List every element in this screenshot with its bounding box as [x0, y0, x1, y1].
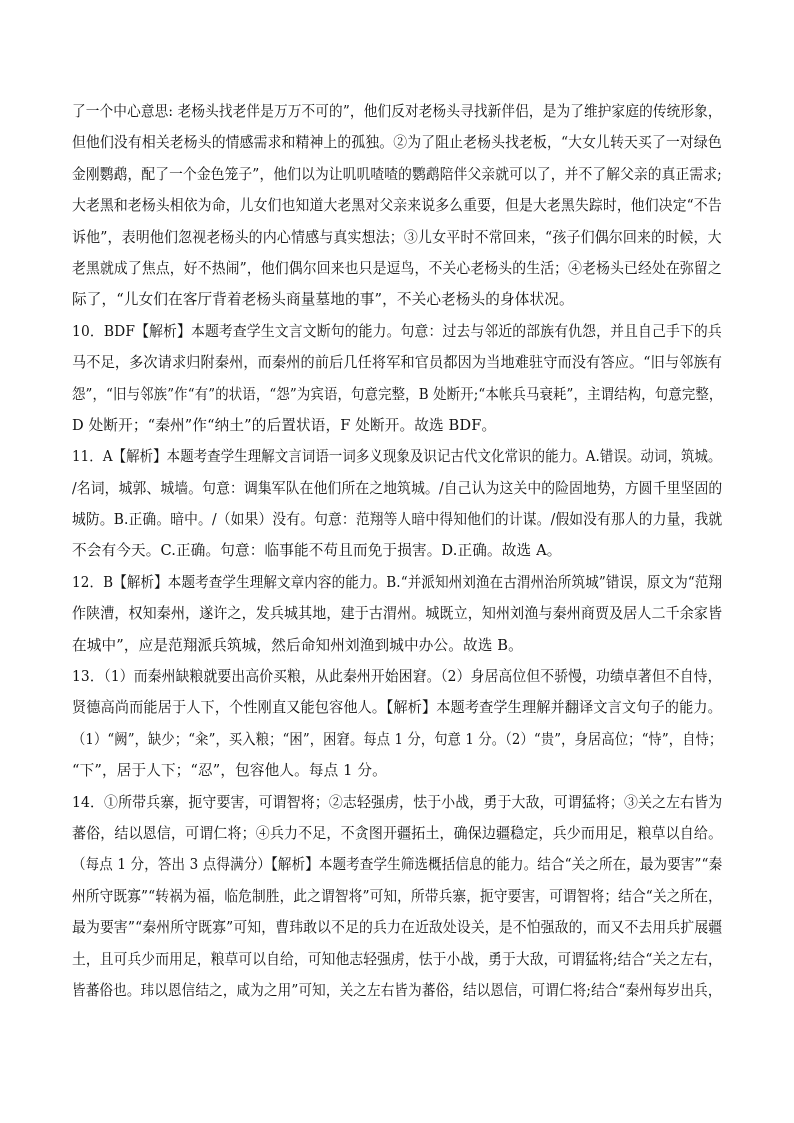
text-line: 城防。B.正确。暗中。/（如果）没有。句意：范翔等人暗中得知他们的计谋。/假如没有那人的力量，我就	[72, 511, 723, 529]
answer-13-line: 13．（1）而秦州缺粮就要出高价买粮，从此秦州开始困窘。（2）身居高位但不骄慢，功绩卓著但不自恃，	[72, 668, 722, 686]
answer-11-line: 11．A【解析】本题考查学生理解文言词语一词多义现象及识记古代文化常识的能力。A.错误。动词，筑城。	[72, 448, 722, 466]
text-line: 诉他”，表明他们忽视老杨头的内心情感与真实想法；③儿女平时不常回来，“孩子们偶尔回来的时候，大	[72, 228, 722, 246]
text-line: 最为要害”“秦州所守既寡”可知，曹玮敢以不足的兵力在近敌处设关，是不怕强敌的，而又不去用兵扩展疆	[72, 919, 723, 937]
text-line: （每点 1 分，答出 3 点得满分）【解析】本题考查学生筛选概括信息的能力。结合“关之所在，最为要害”“秦	[72, 856, 723, 874]
text-line: 大老黑和老杨头相依为命，儿女们也知道大老黑对父亲来说多么重要，但是大老黑失踪时，他们决定“不告	[72, 197, 722, 215]
text-line: 了一个中心意思: 老杨头找老伴是万万不可的”，他们反对老杨头寻找新伴侣，是为了维护家庭的传统形象，	[72, 103, 722, 120]
text-line: 皆蕃俗也。玮以恩信结之，咸为之用”可知，关之左右皆为蕃俗，结以恩信，可谓仁将;结合“秦州每岁出兵，	[72, 981, 722, 999]
text-line: /名词，城郭、城墙。句意：调集军队在他们所在之地筑城。/自己认为这关中的险固地势，方圆千里坚固的	[72, 479, 723, 497]
text-line: 州所守既寡”“转祸为福，临危制胜，此之谓智将”可知，所带兵寨，扼守要害，可谓智将；结合“关之所在，	[72, 887, 722, 905]
text-line: 怨”，“旧与邻族”作“有”的状语，“怨”为宾语，句意完整，B 处断开;“本帐兵马衰耗”，主谓结构，句意完整，	[72, 385, 723, 403]
text-line: （1）“阙”，缺少；“籴”，买入粮；“困”，困窘。每点 1 分，句意 1 分。（2）“贵”，身居高位；“恃”，自恃；	[72, 730, 723, 748]
text-line: 金刚鹦鹉，配了一个金色笼子”，他们以为让叽叽喳喳的鹦鹉陪伴父亲就可以了，并不了解父亲的真正需求;	[72, 165, 722, 183]
text-line: 但他们没有相关老杨头的情感需求和精神上的孤独。②为了阻止老杨头找老板，“大女儿转天买了一对绿色	[72, 134, 722, 152]
text-line: 土，且可兵少而用足，粮草可以自给，可知他志轻强虏，怯于小战，勇于大敌，可谓猛将;结合“关之左右，	[72, 950, 722, 968]
text-line: 不会有今天。C.正确。句意：临事能不苟且而免于损害。D.正确。故选 A。	[72, 542, 562, 560]
text-line: 际了，“儿女们在客厅背着老杨头商量墓地的事”，不关心老杨头的身体状况。	[72, 291, 574, 309]
text-line: 老黑就成了焦点，好不热闹”，他们偶尔回来也只是逗鸟，不关心老杨头的生活；④老杨头已经处在弥留之	[72, 259, 722, 277]
text-line: 蕃俗，结以恩信，可谓仁将；④兵力不足，不贪图开疆拓土，确保边疆稳定，兵少而用足，粮草以自给。	[72, 824, 723, 842]
answer-10-line: 10．BDF【解析】本题考查学生文言文断句的能力。句意：过去与邻近的部族有仇怨，并且自己手下的兵	[72, 322, 722, 340]
text-line: D 处断开；“秦州”作“纳土”的后置状语，F 处断开。故选 BDF。	[72, 416, 497, 434]
document-body	[72, 96, 722, 1006]
text-line: “下”，居于人下；“忍”，包容他人。每点 1 分。	[72, 762, 387, 780]
answer-14-line: 14．①所带兵寨，扼守要害，可谓智将；②志轻强虏，怯于小战，勇于大敌，可谓猛将；③关之左右皆为	[72, 793, 723, 811]
text-line: 马不足，多次请求归附秦州，而秦州的前后几任将军和官员都因为当地难驻守而没有答应。“旧与邻族有	[72, 354, 723, 372]
text-line: 在城中”，应是范翔派兵筑城，然后命知州刘渔到城中办公。故选 B。	[72, 636, 523, 654]
answer-12-line: 12．B【解析】本题考查学生理解文章内容的能力。B.“并派知州刘渔在古渭州治所筑城”错误，原文为“范翔	[72, 573, 723, 591]
text-line: 作陕漕，权知秦州，遂许之，发兵城其地，建于古渭州。城既立，知州刘渔与秦州商贾及居人二千余家皆	[72, 605, 723, 623]
text-line: 贤德高尚而能居于人下，个性刚直又能包容他人。【解析】本题考查学生理解并翻译文言文句子的能力。	[72, 699, 722, 717]
